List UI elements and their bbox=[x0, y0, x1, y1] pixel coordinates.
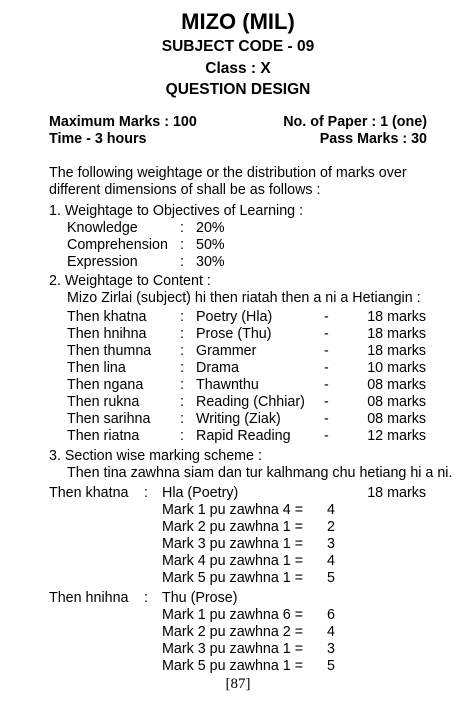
mark-count: 6 bbox=[327, 607, 335, 623]
part-title: Hla (Poetry) bbox=[162, 485, 239, 501]
content-colon: : bbox=[180, 377, 184, 393]
mark-line: Mark 1 pu zawhna 4 = bbox=[162, 502, 304, 518]
page-number: [87] bbox=[225, 676, 251, 692]
content-marks: 18 marks bbox=[367, 343, 426, 359]
content-marks: 10 marks bbox=[367, 360, 426, 376]
content-unit: Then rukna bbox=[67, 394, 140, 410]
content-colon: : bbox=[180, 343, 184, 359]
mark-count: 2 bbox=[327, 519, 335, 535]
content-name: Poetry (Hla) bbox=[196, 309, 273, 325]
objective-colon: : bbox=[180, 237, 184, 253]
objective-value: 20% bbox=[196, 220, 225, 236]
part-colon: : bbox=[144, 590, 148, 606]
content-marks: 18 marks bbox=[367, 309, 426, 325]
content-name: Reading (Chhiar) bbox=[196, 394, 305, 410]
mark-count: 3 bbox=[327, 641, 335, 657]
mark-line: Mark 2 pu zawhna 2 = bbox=[162, 624, 304, 640]
mark-line: Mark 4 pu zawhna 1 = bbox=[162, 553, 304, 569]
objective-name: Comprehension bbox=[67, 237, 168, 253]
content-unit: Then lina bbox=[67, 360, 126, 376]
objective-colon: : bbox=[180, 220, 184, 236]
mark-line: Mark 5 pu zawhna 1 = bbox=[162, 570, 304, 586]
content-name: Writing (Ziak) bbox=[196, 411, 281, 427]
section-3-heading: 3. Section wise marking scheme : bbox=[49, 448, 262, 464]
content-dash: - bbox=[324, 360, 329, 376]
mark-count: 5 bbox=[327, 658, 335, 674]
mark-count: 3 bbox=[327, 536, 335, 552]
section-3-subheading: Then tina zawhna siam dan tur kalhmang chu hetiang hi a ni. bbox=[67, 465, 453, 481]
content-name: Thawnthu bbox=[196, 377, 259, 393]
content-dash: - bbox=[324, 377, 329, 393]
content-unit: Then riatna bbox=[67, 428, 140, 444]
content-unit: Then sarihna bbox=[67, 411, 151, 427]
pass-marks: Pass Marks : 30 bbox=[319, 131, 427, 147]
mark-line: Mark 1 pu zawhna 6 = bbox=[162, 607, 304, 623]
content-colon: : bbox=[180, 309, 184, 325]
objective-value: 50% bbox=[196, 237, 225, 253]
section-2-subheading: Mizo Zirlai (subject) hi then riatah then a ni a Hetiangin : bbox=[67, 290, 421, 306]
page-title: MIZO (MIL) bbox=[181, 9, 295, 34]
mark-line: Mark 3 pu zawhna 1 = bbox=[162, 536, 304, 552]
time-allowed: Time - 3 hours bbox=[49, 131, 147, 147]
part-label: Then khatna bbox=[49, 485, 129, 501]
part-title: Thu (Prose) bbox=[162, 590, 238, 606]
intro-line-1: The following weightage or the distribution of marks over bbox=[49, 165, 407, 181]
content-marks: 08 marks bbox=[367, 377, 426, 393]
objective-name: Expression bbox=[67, 254, 138, 270]
content-unit: Then khatna bbox=[67, 309, 147, 325]
objective-name: Knowledge bbox=[67, 220, 138, 236]
content-marks: 12 marks bbox=[367, 428, 426, 444]
content-colon: : bbox=[180, 360, 184, 376]
part-colon: : bbox=[144, 485, 148, 501]
mark-count: 4 bbox=[327, 553, 335, 569]
content-name: Rapid Reading bbox=[196, 428, 291, 444]
content-colon: : bbox=[180, 411, 184, 427]
max-marks: Maximum Marks : 100 bbox=[49, 114, 197, 130]
content-dash: - bbox=[324, 394, 329, 410]
content-marks: 08 marks bbox=[367, 394, 426, 410]
intro-line-2: different dimensions of shall be as follows : bbox=[49, 182, 321, 198]
content-colon: : bbox=[180, 428, 184, 444]
content-colon: : bbox=[180, 326, 184, 342]
part-label: Then hnihna bbox=[49, 590, 129, 606]
section-1-heading: 1. Weightage to Objectives of Learning : bbox=[49, 203, 304, 219]
class-label: Class : X bbox=[205, 60, 271, 77]
subject-code: SUBJECT CODE - 09 bbox=[161, 38, 315, 55]
content-name: Drama bbox=[196, 360, 239, 376]
content-dash: - bbox=[324, 411, 329, 427]
design-heading: QUESTION DESIGN bbox=[165, 81, 311, 98]
content-name: Grammer bbox=[196, 343, 257, 359]
mark-line: Mark 5 pu zawhna 1 = bbox=[162, 658, 304, 674]
content-dash: - bbox=[324, 428, 329, 444]
objective-colon: : bbox=[180, 254, 184, 270]
content-dash: - bbox=[324, 343, 329, 359]
content-marks: 18 marks bbox=[367, 326, 426, 342]
content-colon: : bbox=[180, 394, 184, 410]
content-unit: Then hnihna bbox=[67, 326, 147, 342]
content-unit: Then ngana bbox=[67, 377, 144, 393]
content-marks: 08 marks bbox=[367, 411, 426, 427]
part-total: 18 marks bbox=[367, 485, 426, 501]
objective-value: 30% bbox=[196, 254, 225, 270]
mark-line: Mark 3 pu zawhna 1 = bbox=[162, 641, 304, 657]
section-2-heading: 2. Weightage to Content : bbox=[49, 273, 211, 289]
mark-line: Mark 2 pu zawhna 1 = bbox=[162, 519, 304, 535]
content-dash: - bbox=[324, 309, 329, 325]
content-unit: Then thumna bbox=[67, 343, 152, 359]
content-name: Prose (Thu) bbox=[196, 326, 272, 342]
mark-count: 5 bbox=[327, 570, 335, 586]
mark-count: 4 bbox=[327, 624, 335, 640]
no-of-paper: No. of Paper : 1 (one) bbox=[283, 114, 427, 130]
mark-count: 4 bbox=[327, 502, 335, 518]
content-dash: - bbox=[324, 326, 329, 342]
